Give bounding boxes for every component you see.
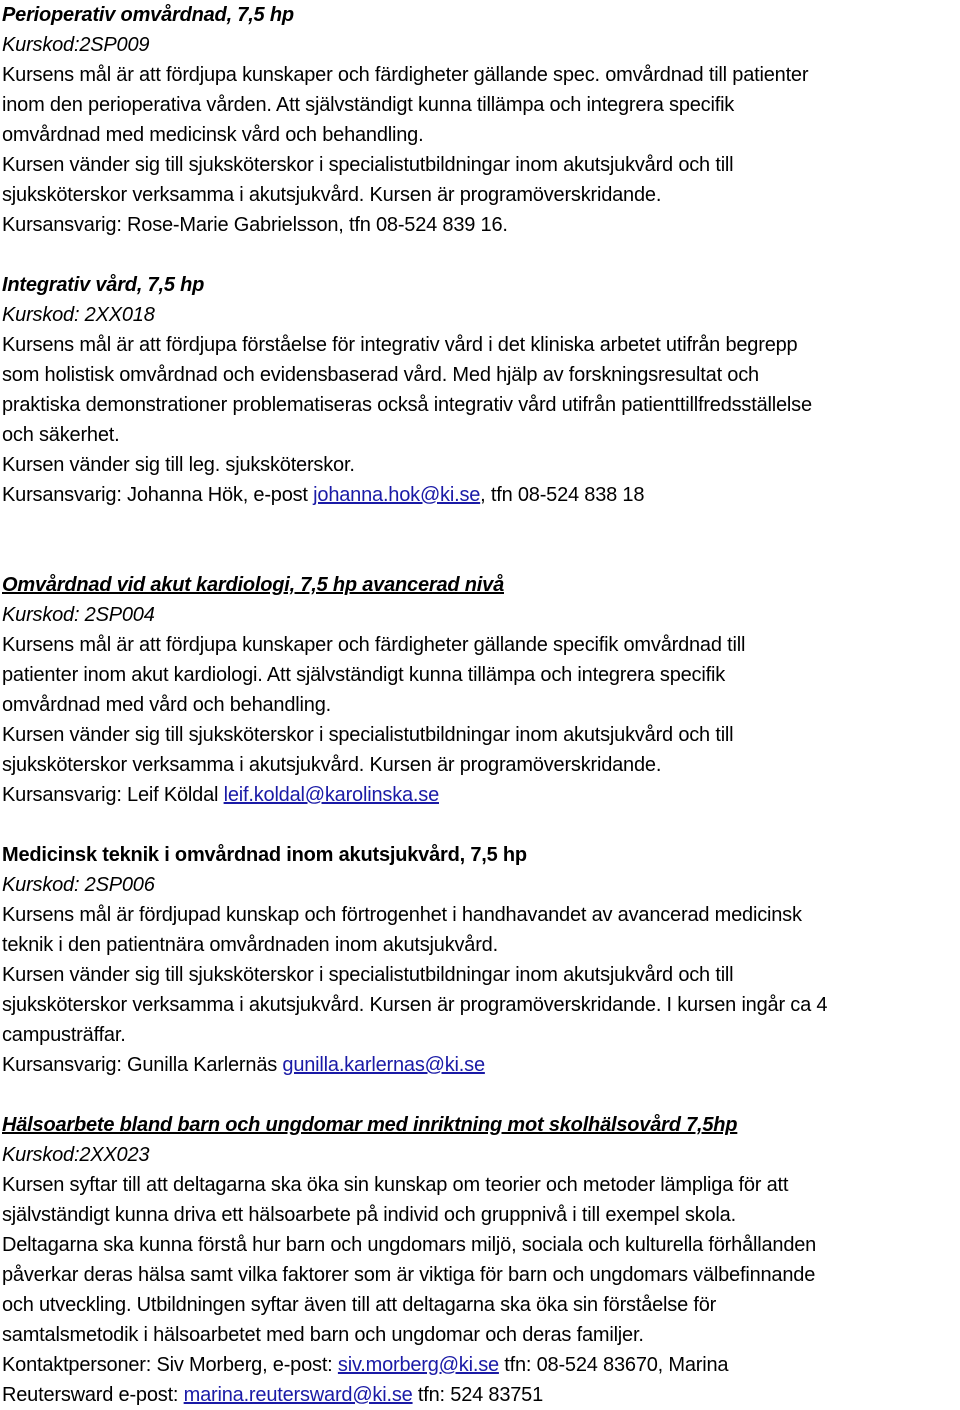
contact-prefix: Kursansvarig: Leif Köldal (2, 784, 224, 806)
course-text-line: Kursens mål är att fördjupa kunskaper och färdigheter gällande spec. omvårdnad till patienter (2, 64, 809, 86)
course-text-line: sjuksköterskor verksamma i akutsjukvård. Kursen är programöverskridande. (2, 754, 662, 776)
course-text-line: Deltagarna ska kunna förstå hur barn och ungdomars miljö, sociala och kulturella förhållanden (2, 1234, 817, 1256)
course-code: Kurskod:2SP009 (2, 34, 150, 56)
course-code: Kurskod: 2SP006 (2, 874, 155, 896)
course-kardiologi (2, 570, 958, 810)
course-text-line: inom den perioperativa vården. Att självständigt kunna tillämpa och integrera specifik (2, 94, 735, 116)
course-halsoarbete (2, 1110, 958, 1410)
course-medicinsk-teknik (2, 840, 958, 1080)
course-text-line: och säkerhet. (2, 424, 120, 446)
contact-suffix: , tfn 08-524 838 18 (480, 484, 645, 506)
course-title: Perioperativ omvårdnad, 7,5 hp (2, 4, 294, 26)
spacer (2, 240, 958, 270)
course-contact (2, 480, 958, 510)
course-title: Medicinsk teknik i omvårdnad inom akutsjukvård, 7,5 hp (2, 844, 527, 866)
spacer (2, 1080, 958, 1110)
course-code: Kurskod:2XX023 (2, 1144, 150, 1166)
course-text-line: sjuksköterskor verksamma i akutsjukvård. Kursen är programöverskridande. I kursen ingår ca 4 (2, 994, 828, 1016)
email-link[interactable]: siv.morberg@ki.se (337, 1354, 499, 1376)
course-text-line: Kursen vänder sig till leg. sjuksköterskor. (2, 454, 355, 476)
contact-suffix: tfn: 524 83751 (412, 1384, 544, 1406)
contact-prefix: Kursansvarig: Johanna Hök, e-post (2, 484, 314, 506)
course-title: Integrativ vård, 7,5 hp (2, 274, 205, 296)
course-text-line: Kursens mål är att fördjupa förståelse för integrativ vård i det kliniska arbetet utifrån begrepp (2, 334, 798, 356)
email-link[interactable]: johanna.hok@ki.se (313, 484, 481, 506)
contact-prefix: Kursansvarig: Gunilla Karlernäs (2, 1054, 283, 1076)
course-text-line: samtalsmetodik i hälsoarbetet med barn och ungdomar och deras familjer. (2, 1324, 644, 1346)
course-title: Omvårdnad vid akut kardiologi, 7,5 hp avancerad nivå (2, 574, 504, 596)
course-text-line: och utveckling. Utbildningen syftar även till att deltagarna ska öka sin förståelse för (2, 1294, 717, 1316)
course-text-line: teknik i den patientnära omvårdnaden inom akutsjukvård. (2, 934, 498, 956)
course-text-line: Kursen vänder sig till sjuksköterskor i specialistutbildningar inom akutsjukvård och till (2, 154, 734, 176)
course-text-line: Kursens mål är att fördjupa kunskaper och färdigheter gällande specifik omvårdnad till (2, 634, 746, 656)
course-text-line: Kursens mål är fördjupad kunskap och förtrogenhet i handhavandet av avancerad medicinsk (2, 904, 802, 926)
email-link[interactable]: leif.koldal@karolinska.se (223, 784, 439, 806)
course-text-line: campusträffar. (2, 1024, 126, 1046)
course-text-line: omvårdnad med medicinsk vård och behandling. (2, 124, 424, 146)
course-text-line: praktiska demonstrationer problematiseras också integrativ vård utifrån patienttillfredsställelse (2, 394, 812, 416)
course-text-line: självständigt kunna driva ett hälsoarbete på individ och gruppnivå i till exempel skola. (2, 1204, 736, 1226)
course-text-line: Kursen syftar till att deltagarna ska öka sin kunskap om teorier och metoder lämpliga för att (2, 1174, 789, 1196)
course-text-line: omvårdnad med vård och behandling. (2, 694, 331, 716)
course-text-line: som holistisk omvårdnad och evidensbaserad vård. Med hjälp av forskningsresultat och (2, 364, 759, 386)
course-contact (2, 780, 958, 810)
contact-prefix: Kontaktpersoner: Siv Morberg, e-post: (2, 1354, 338, 1376)
course-contact (2, 1380, 958, 1410)
course-text-line: påverkar deras hälsa samt vilka faktorer som är viktiga för barn och ungdomars välbefinnande (2, 1264, 816, 1286)
course-text-line: patienter inom akut kardiologi. Att självständigt kunna tillämpa och integrera specifik (2, 664, 726, 686)
course-perioperativ (2, 0, 958, 240)
contact-prefix: Reutersward e-post: (2, 1384, 184, 1406)
course-text-line: sjuksköterskor verksamma i akutsjukvård. Kursen är programöverskridande. (2, 184, 662, 206)
course-code: Kurskod: 2XX018 (2, 304, 155, 326)
spacer (2, 810, 958, 840)
course-integrativ (2, 270, 958, 510)
course-contact (2, 1050, 958, 1080)
course-text-line: Kursen vänder sig till sjuksköterskor i specialistutbildningar inom akutsjukvård och till (2, 724, 734, 746)
course-title: Hälsoarbete bland barn och ungdomar med inriktning mot skolhälsovård 7,5hp (2, 1114, 738, 1136)
spacer (2, 510, 958, 570)
course-text-line: Kursen vänder sig till sjuksköterskor i specialistutbildningar inom akutsjukvård och till (2, 964, 734, 986)
email-link[interactable]: marina.reutersward@ki.se (183, 1384, 413, 1406)
course-code: Kurskod: 2SP004 (2, 604, 155, 626)
contact-suffix: tfn: 08-524 83670, Marina (498, 1354, 729, 1376)
email-link[interactable]: gunilla.karlernas@ki.se (282, 1054, 485, 1076)
course-contact (2, 1350, 958, 1380)
course-contact: Kursansvarig: Rose-Marie Gabrielsson, tfn 08-524 839 16. (2, 214, 508, 236)
